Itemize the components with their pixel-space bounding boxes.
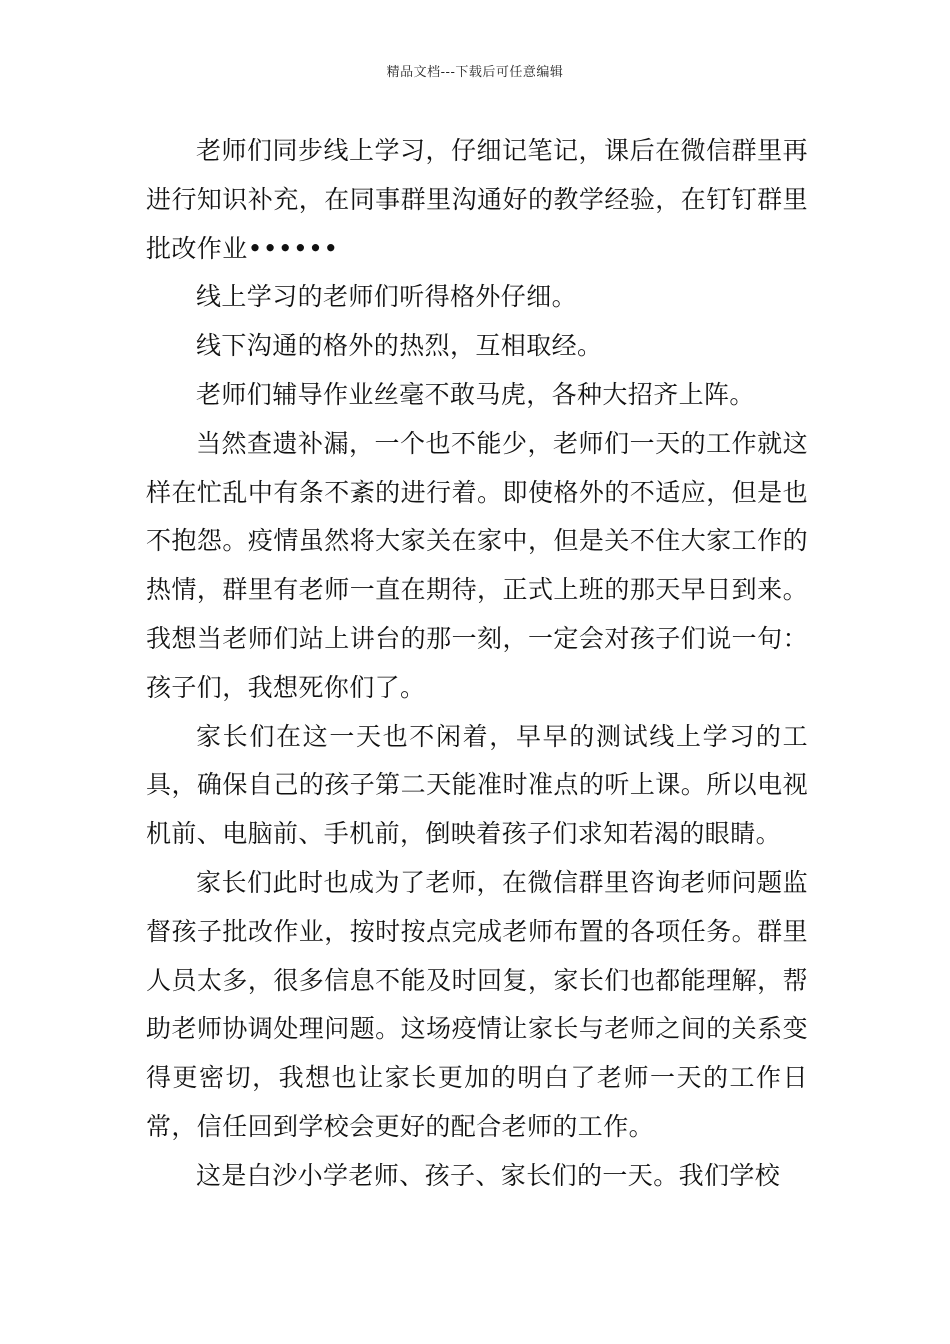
document-body: [146, 127, 808, 1201]
paragraph-4: 老师们辅导作业丝毫不敢马虎，各种大招齐上阵。: [196, 379, 755, 409]
paragraph-6: 家长们在这一天也不闲着，早早的测试线上学习的工具，确保自己的孩子第二天能准时准点的听上课。所以电视机前、电脑前、手机前，倒映着孩子们求知若渴的眼睛。: [146, 721, 808, 849]
paragraph-8: 这是白沙小学老师、孩子、家长们的一天。我们学校: [196, 1160, 781, 1190]
paragraph-7: 家长们此时也成为了老师，在微信群里咨询老师问题监督孩子批改作业，按时按点完成老师布置的各项任务。群里人员太多，很多信息不能及时回复，家长们也都能理解，帮助老师协调处理问题。这场疫情让家长与老师之间的关系变得更密切，我想也让家长更加的明白了老师一天的工作日常，信任回到学校会更好的配合老师的工作。: [146, 867, 808, 1141]
paragraph-5: 当然查遗补漏，一个也不能少，老师们一天的工作就这样在忙乱中有条不紊的进行着。即使格外的不适应，但是也不抱怨。疫情虽然将大家关在家中，但是关不住大家工作的热情，群里有老师一直在期待，正式上班的那天早日到来。我想当老师们站上讲台的那一刻，一定会对孩子们说一句：孩子们，我想死你们了。: [146, 428, 808, 702]
paragraph-2: 线上学习的老师们听得格外仔细。: [196, 282, 578, 312]
page-header: 精品文档---下载后可任意编辑: [386, 65, 564, 80]
paragraph-3: 线下沟通的格外的热烈，互相取经。: [196, 331, 603, 361]
paragraph-1: 老师们同步线上学习，仔细记笔记，课后在微信群里再进行知识补充，在同事群里沟通好的教学经验，在钉钉群里批改作业••••••: [146, 136, 808, 263]
